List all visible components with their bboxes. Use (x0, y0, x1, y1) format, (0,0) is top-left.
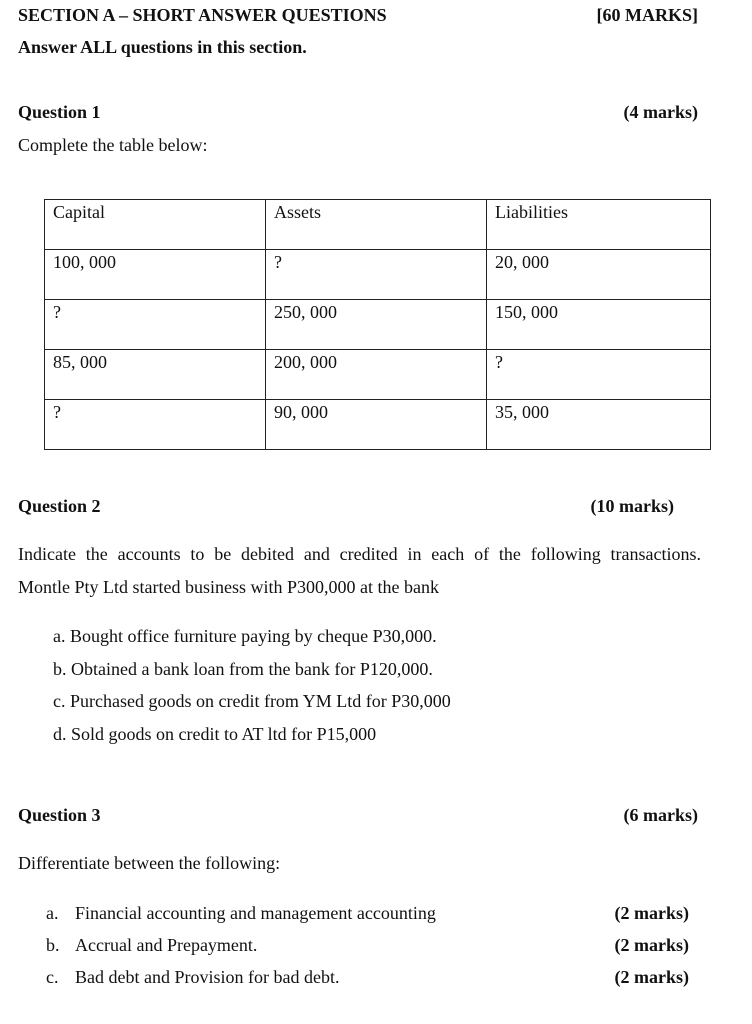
table-header-row (45, 200, 711, 250)
table-row (45, 350, 711, 400)
question-3-instruction: Differentiate between the following: (18, 853, 281, 873)
table-cell: 150, 000 (487, 300, 711, 350)
header-cell: Liabilities (487, 200, 711, 250)
question-2-title: Question 2 (18, 496, 101, 516)
header-cell: Assets (266, 200, 487, 250)
item-letter: a. (46, 903, 59, 923)
table-cell: 20, 000 (487, 250, 711, 300)
list-item: c. Purchased goods on credit from YM Ltd for P30,000 (53, 691, 451, 711)
question-2-marks: (10 marks) (590, 496, 674, 516)
question-2-scenario: Montle Pty Ltd started business with P300,000 at the bank (18, 577, 439, 597)
item-text: Accrual and Prepayment. (75, 935, 258, 955)
section-title: SECTION A – SHORT ANSWER QUESTIONS (18, 5, 387, 25)
item-text: Bad debt and Provision for bad debt. (75, 967, 340, 987)
item-marks: (2 marks) (614, 935, 689, 955)
header-cell: Capital (45, 200, 266, 250)
table-row (45, 300, 711, 350)
list-item: a. Bought office furniture paying by cheque P30,000. (53, 626, 437, 646)
table-cell: 85, 000 (45, 350, 266, 400)
table-cell: 250, 000 (266, 300, 487, 350)
table-row (45, 400, 711, 450)
question-1-title: Question 1 (18, 102, 101, 122)
table-cell: 200, 000 (266, 350, 487, 400)
accounting-equation-table (44, 199, 711, 450)
table-cell: 35, 000 (487, 400, 711, 450)
item-letter: c. (46, 967, 59, 987)
item-letter: b. (46, 935, 60, 955)
table-row (45, 250, 711, 300)
list-item: d. Sold goods on credit to AT ltd for P15,000 (53, 724, 377, 744)
table-cell: ? (45, 300, 266, 350)
question-3-marks: (6 marks) (623, 805, 698, 825)
item-text: Financial accounting and management accounting (75, 903, 436, 923)
table-cell: 100, 000 (45, 250, 266, 300)
table-cell: 90, 000 (266, 400, 487, 450)
question-1-instruction: Complete the table below: (18, 135, 208, 155)
item-marks: (2 marks) (614, 967, 689, 987)
item-marks: (2 marks) (614, 903, 689, 923)
question-2-instruction: Indicate the accounts to be debited and credited in each of the following transactions. (18, 544, 701, 564)
section-instruction: Answer ALL questions in this section. (18, 37, 307, 57)
question-1-marks: (4 marks) (623, 102, 698, 122)
table-cell: ? (487, 350, 711, 400)
question-3-title: Question 3 (18, 805, 101, 825)
section-marks: [60 MARKS] (596, 5, 698, 25)
table-cell: ? (45, 400, 266, 450)
list-item: b. Obtained a bank loan from the bank for P120,000. (53, 659, 433, 679)
table-cell: ? (266, 250, 487, 300)
